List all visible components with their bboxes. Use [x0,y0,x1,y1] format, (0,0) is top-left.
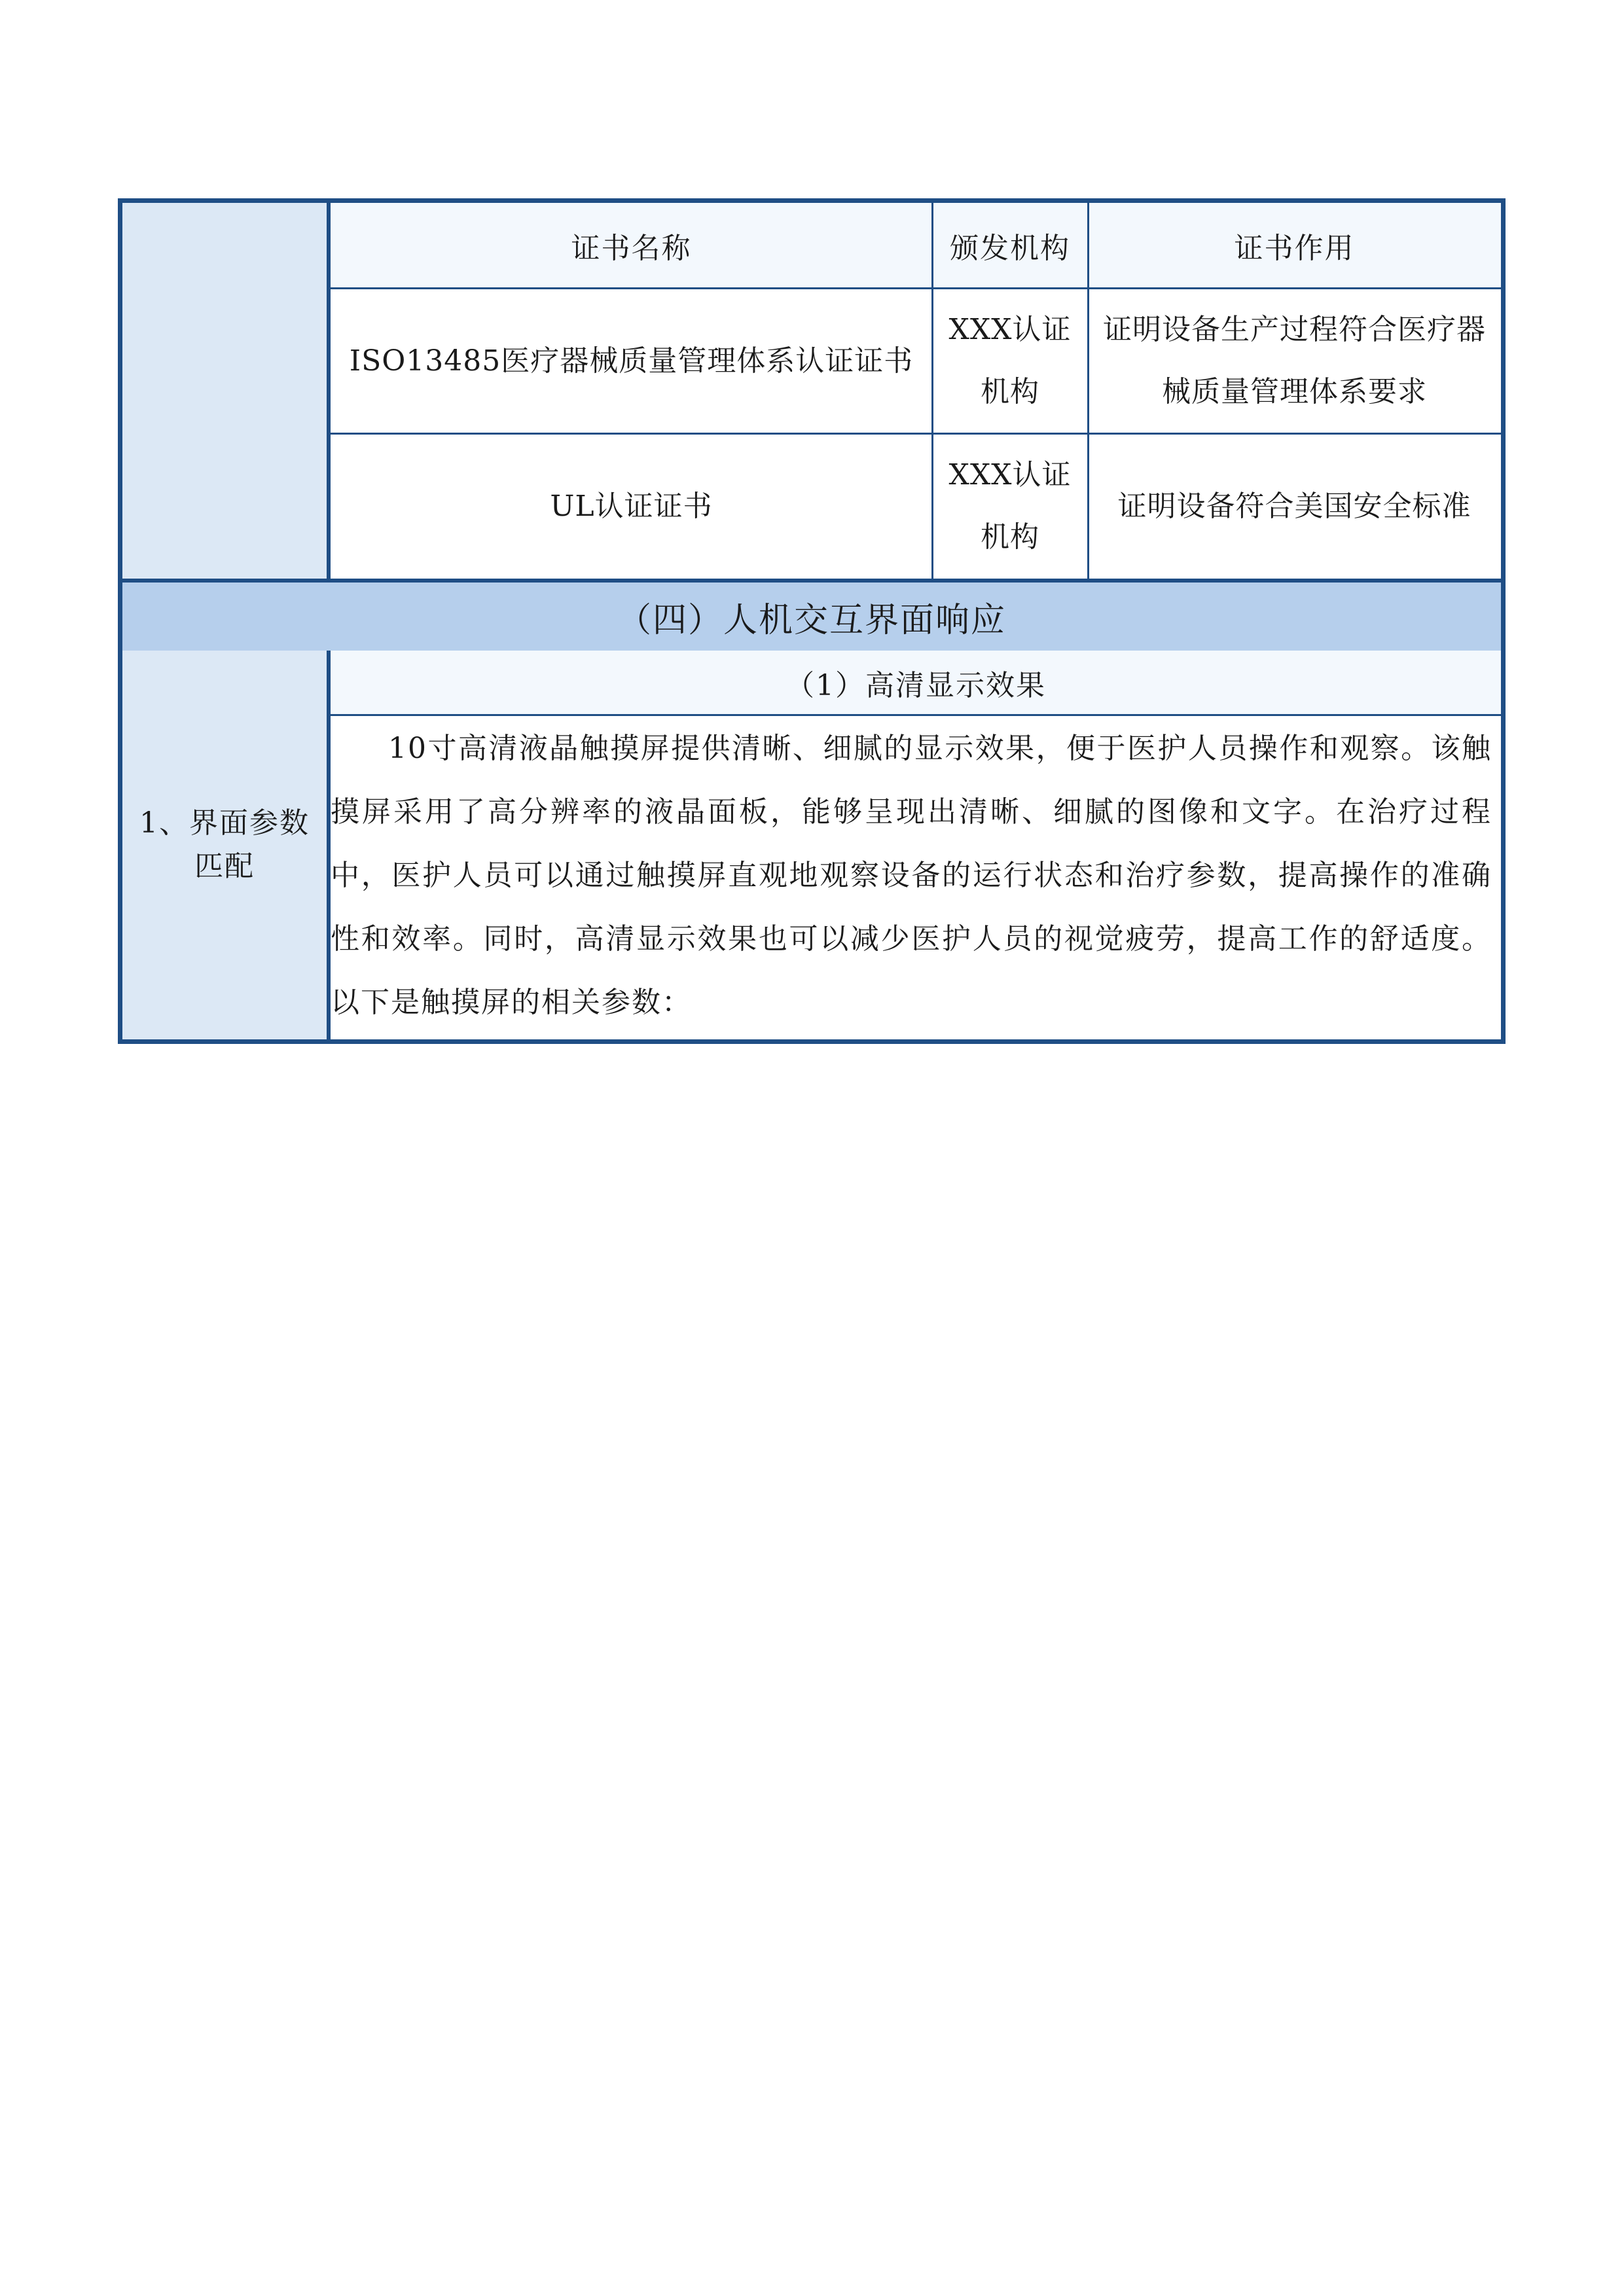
interface-paragraph: 10寸高清液晶触摸屏提供清晰、细腻的显示效果，便于医护人员操作和观察。该触摸屏采用了高分辨率的液晶面板，能够呈现出清晰、细腻的图像和文字。在治疗过程中，医护人员可以通过触摸屏直观地观察设备的运行状态和治疗参数，提高操作的准确性和效率。同时，高清显示效果也可以减少医护人员的视觉疲劳，提高工作的舒适度。以下是触摸屏的相关参数： [331,732,1492,1019]
cert-row-1-name: ISO13485医疗器械质量管理体系认证证书 [349,344,914,378]
cert-header-issuer: 颁发机构 [932,203,1088,288]
cert-row-1-purpose: 证明设备生产过程符合医疗器械质量管理体系要求 [1103,313,1486,408]
cert-row-2-issuer: XXX认证机构 [948,458,1072,554]
grid-line [931,203,933,583]
side-cell-interface [122,651,331,1039]
interface-subheading: （1）高清显示效果 [331,651,1501,715]
grid-line [331,433,1501,435]
grid-line [331,714,1501,716]
document-table [118,198,1506,1044]
grid-line [1087,203,1089,583]
cert-header-purpose: 证书作用 [1088,203,1501,288]
interface-side-label: 1、界面参数匹配 [139,806,310,883]
cert-row-2-name: UL认证证书 [550,489,713,523]
section-title: （四）人机交互界面响应 [122,579,1501,655]
grid-line [331,287,1501,289]
cert-header-name: 证书名称 [331,203,932,288]
side-cell-empty [122,203,331,583]
cert-row-1-issuer: XXX认证机构 [948,313,1072,408]
cert-row-2-purpose: 证明设备符合美国安全标准 [1117,489,1471,523]
